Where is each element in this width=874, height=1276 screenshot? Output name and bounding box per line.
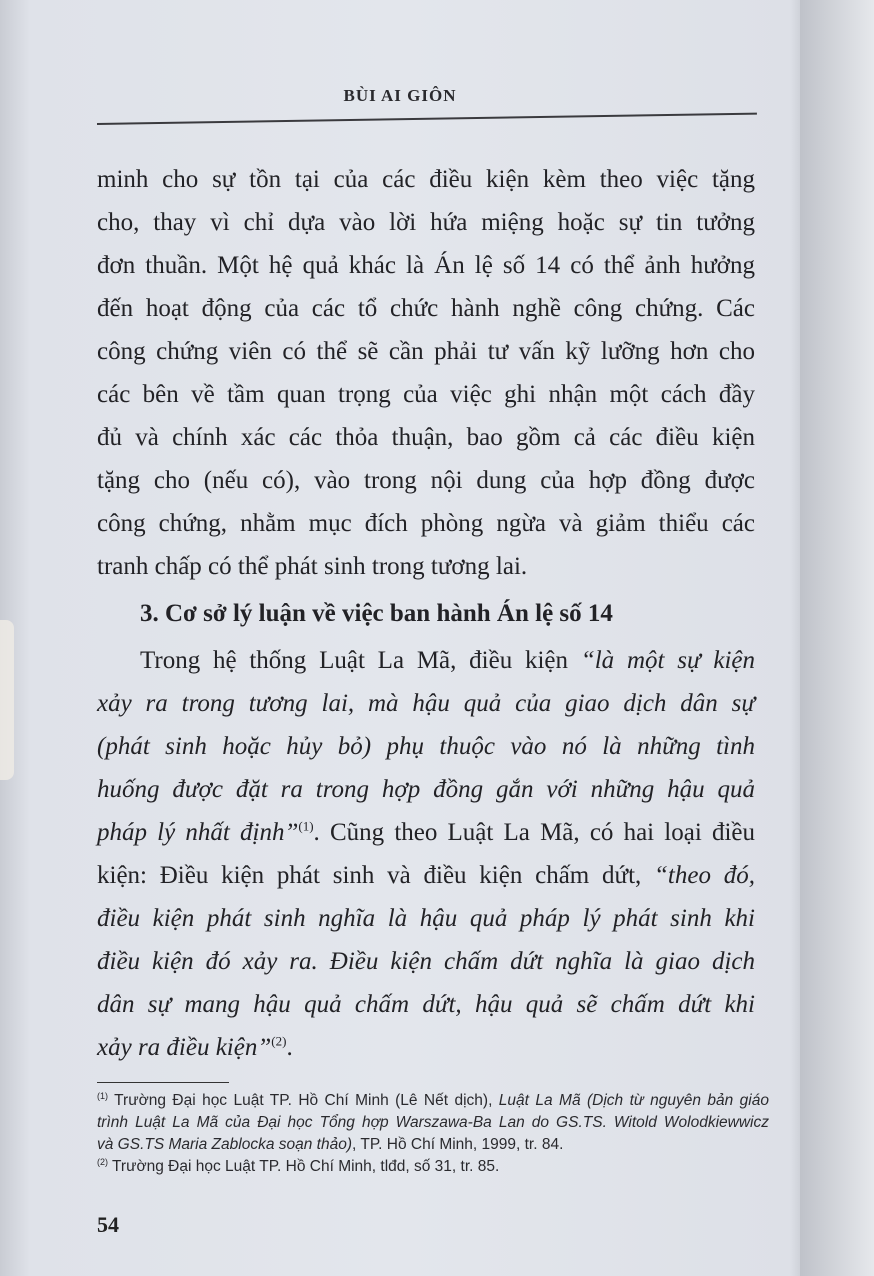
text-line [97, 416, 755, 459]
text-segment: Trường Đại học Luật TP. Hồ Chí Minh, tlđd, số 31, tr. 85. [108, 1158, 500, 1175]
text-segment: xảy ra trong tương lai, mà hậu quả của giao dịch dân sự [97, 690, 755, 717]
text-segment: minh cho sự tồn tại của các điều kiện kèm theo việc tặng [97, 166, 755, 193]
text-segment: công chứng viên có thể sẽ cần phải tư vấn kỹ lưỡng hơn cho [97, 338, 755, 365]
text-segment: , TP. Hồ Chí Minh, 1999, tr. 84. [352, 1136, 564, 1153]
text-line [97, 244, 755, 287]
text-segment: đơn thuần. Một hệ quả khác là Án lệ số 14 có thể ảnh hưởng [97, 252, 755, 279]
text-segment: . [286, 1034, 293, 1061]
footnote-ref: (2) [271, 1033, 287, 1049]
footnotes [97, 1090, 769, 1178]
text-line [97, 940, 755, 983]
text-segment: cho, thay vì chỉ dựa vào lời hứa miệng hoặc sự tin tưởng [97, 209, 755, 236]
footnote-rule [97, 1082, 229, 1083]
text-segment: Trong hệ thống Luật La Mã, điều kiện [140, 647, 581, 674]
text-segment: đủ và chính xác các thỏa thuận, bao gồm cả các điều kiện [97, 424, 755, 451]
text-line [97, 983, 755, 1026]
text-segment: 3. Cơ sở lý luận về việc ban hành Án lệ số 14 [140, 600, 613, 627]
page-number: 54 [97, 1212, 119, 1237]
text-segment: kiện: Điều kiện phát sinh và điều kiện chấm dứt, [97, 862, 655, 889]
text-segment: và GS.TS Maria Zablocka soạn thảo) [97, 1136, 353, 1153]
text-segment: xảy ra điều kiện” [97, 1034, 272, 1061]
text-line [97, 158, 755, 201]
text-line [97, 201, 755, 244]
text-line [97, 287, 755, 330]
text-segment: đến hoạt động của các tổ chức hành nghề công chứng. Các [97, 295, 755, 322]
text-segment: dân sự mang hậu quả chấm dứt, hậu quả sẽ chấm dứt khi [97, 991, 755, 1018]
footnote-line [97, 1112, 769, 1134]
next-page-edge [800, 0, 874, 1276]
footnote-line [97, 1090, 769, 1112]
footnote-line [97, 1134, 769, 1156]
text-line [97, 811, 755, 854]
text-line [97, 854, 755, 897]
footnote-ref: (2) [97, 1156, 108, 1167]
text-line [97, 639, 755, 682]
text-segment: Trường Đại học Luật TP. Hồ Chí Minh (Lê Nết dịch), [108, 1092, 499, 1109]
text-segment: Luật La Mã (Dịch từ nguyên bản giáo [498, 1092, 769, 1109]
body-text [97, 158, 755, 1069]
text-line [97, 682, 755, 725]
text-segment: huống được đặt ra trong hợp đồng gắn với những hậu quả [97, 776, 755, 803]
text-line [97, 768, 755, 811]
text-line [97, 897, 755, 940]
text-line [97, 502, 755, 545]
footnote-ref: (1) [97, 1090, 108, 1101]
finger-edge [0, 620, 14, 780]
text-segment: pháp lý nhất định” [97, 819, 299, 846]
header-rule [97, 113, 757, 125]
text-segment: “là một sự kiện [580, 647, 755, 674]
text-line [97, 459, 755, 502]
footnote-line [97, 1156, 769, 1178]
text-segment: các bên về tầm quan trọng của việc ghi nhận một cách đầy [97, 381, 755, 408]
text-segment: . Cũng theo Luật La Mã, có hai loại điều [313, 819, 756, 846]
text-line [97, 545, 755, 588]
text-segment: tặng cho (nếu có), vào trong nội dung của hợp đồng được [97, 467, 755, 494]
text-line [97, 725, 755, 768]
text-segment: điều kiện đó xảy ra. Điều kiện chấm dứt nghĩa là giao dịch [97, 948, 755, 975]
text-line [97, 592, 755, 635]
text-segment: tranh chấp có thể phát sinh trong tương lai. [97, 553, 528, 580]
text-segment: “theo đó, [654, 862, 755, 889]
text-line [97, 330, 755, 373]
text-line [97, 1026, 755, 1069]
text-line [97, 373, 755, 416]
text-segment: trình Luật La Mã của Đại học Tổng hợp Warszawa-Ba Lan do GS.TS. Witold Wolodkiewwicz [97, 1114, 769, 1131]
text-segment: điều kiện phát sinh nghĩa là hậu quả pháp lý phát sinh khi [97, 905, 755, 932]
text-segment: (phát sinh hoặc hủy bỏ) phụ thuộc vào nó là những tình [97, 733, 755, 760]
text-segment: công chứng, nhằm mục đích phòng ngừa và giảm thiểu các [97, 510, 755, 537]
running-header: BÙI AI GIÔN [343, 86, 457, 105]
footnote-ref: (1) [298, 818, 314, 834]
